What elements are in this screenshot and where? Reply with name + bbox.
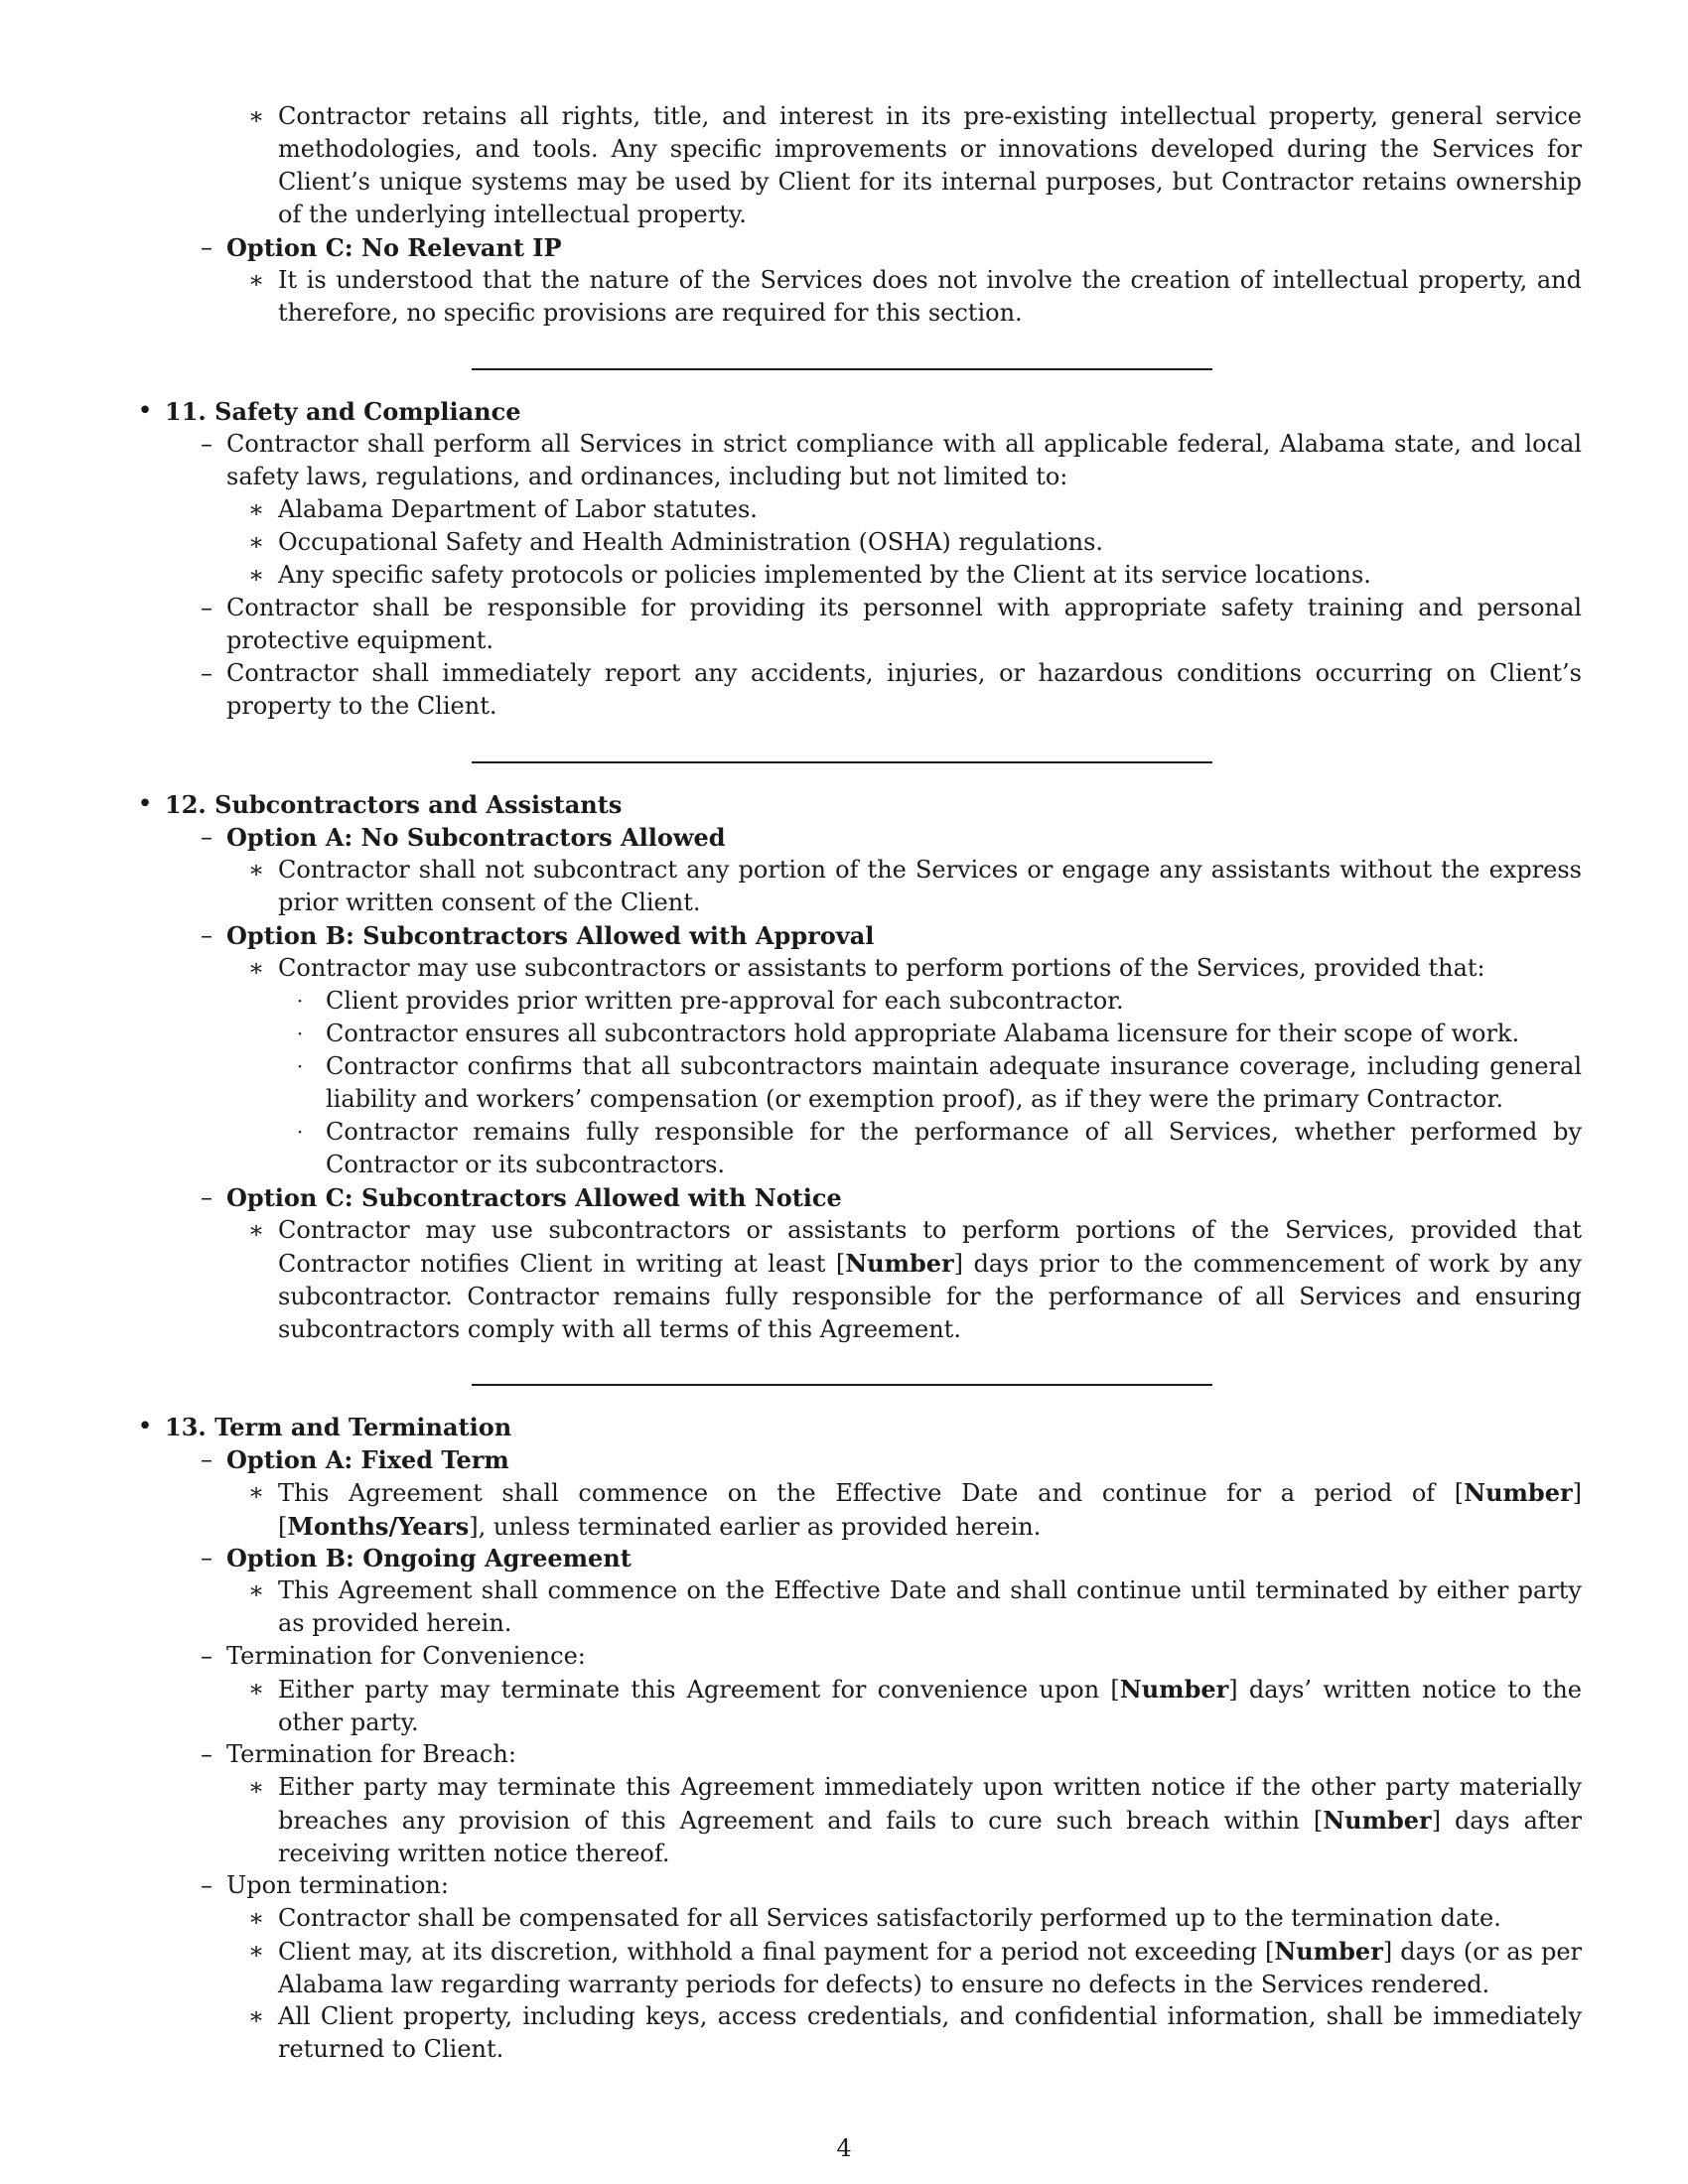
approval-condition-item: Contractor confirms that all subcontractors maintain adequate insurance coverage, including general liability and workers’ compensation (or exemption proof), as if they were the primary Contractor. (326, 1052, 1582, 1113)
accident-report-text: Contractor shall immediately report any accidents, injuries, or hazardous conditions occurring on Client’s property to the Client. (226, 659, 1582, 720)
section-divider (472, 368, 1212, 370)
dot-bullet-icon: · (296, 1054, 304, 1078)
ip-option-c-heading: Option C: No Relevant IP (226, 233, 562, 262)
subcontract-option-b-heading: Option B: Subcontractors Allowed with Approval (226, 921, 875, 950)
asterisk-bullet-icon: ∗ (247, 954, 265, 982)
asterisk-bullet-icon: ∗ (247, 1478, 265, 1506)
termination-convenience-label: Termination for Convenience: (226, 1642, 586, 1670)
dot-bullet-icon: · (296, 1022, 304, 1045)
ip-option-c-text: It is understood that the nature of the Services does not involve the creation of intellectual property, and therefore, no specific provisions are required for this section. (278, 266, 1582, 327)
dash-bullet-icon: – (201, 594, 212, 621)
asterisk-bullet-icon: ∗ (247, 561, 265, 589)
dash-bullet-icon: – (201, 430, 212, 458)
asterisk-bullet-icon: ∗ (247, 1675, 265, 1703)
safety-law-item: Any specific safety protocols or policies implemented by the Client at its service locations. (278, 561, 1371, 589)
asterisk-bullet-icon: ∗ (247, 1576, 265, 1604)
asterisk-bullet-icon: ∗ (247, 1937, 265, 1965)
subcontract-option-a-heading: Option A: No Subcontractors Allowed (226, 823, 726, 852)
term-option-a-text: This Agreement shall commence on the Effective Date and continue for a period of [Number] [Months/Years], unless terminated earlier as provided herein. (278, 1478, 1582, 1541)
approval-condition-item: Contractor ensures all subcontractors hold appropriate Alabama licensure for their scope of work. (326, 1020, 1520, 1047)
termination-breach-text: Either party may terminate this Agreement immediately upon written notice if the other party materially breaches any provision of this Agreement and fails to cure such breach within [Number] days after receiving written notice thereof. (278, 1773, 1582, 1867)
dash-bullet-icon: – (201, 1445, 212, 1473)
bullet-icon: • (137, 396, 153, 426)
asterisk-bullet-icon: ∗ (247, 1904, 265, 1932)
approval-condition-item: Contractor remains fully responsible for the performance of all Services, whether performed by Contractor or its subcontractors. (326, 1118, 1582, 1178)
dash-bullet-icon: – (201, 1544, 212, 1571)
termination-convenience-text: Either party may terminate this Agreement for convenience upon [Number] days’ written notice to the other party. (278, 1675, 1582, 1736)
asterisk-bullet-icon: ∗ (247, 528, 265, 556)
asterisk-bullet-icon: ∗ (247, 495, 265, 523)
dash-bullet-icon: – (201, 921, 212, 949)
safety-training-text: Contractor shall be responsible for providing its personnel with appropriate safety training and personal protective equipment. (226, 594, 1582, 654)
dash-bullet-icon: – (201, 1871, 212, 1899)
subcontract-option-b-text: Contractor may use subcontractors or assistants to perform portions of the Services, provided that: (278, 954, 1485, 982)
asterisk-bullet-icon: ∗ (247, 1216, 265, 1244)
safety-law-item: Alabama Department of Labor statutes. (278, 495, 758, 523)
asterisk-bullet-icon: ∗ (247, 2002, 265, 2030)
dash-bullet-icon: – (201, 823, 212, 851)
dash-bullet-icon: – (201, 1740, 212, 1768)
term-option-b-heading: Option B: Ongoing Agreement (226, 1544, 632, 1572)
dot-bullet-icon: · (296, 1120, 304, 1144)
bullet-icon: • (137, 1412, 153, 1441)
section-divider (472, 761, 1212, 763)
section-divider (472, 1384, 1212, 1386)
safety-law-item: Occupational Safety and Health Administration (OSHA) regulations. (278, 528, 1104, 556)
safety-compliance-text: Contractor shall perform all Services in strict compliance with all applicable federal, Alabama state, and local safety laws, regulations, and ordinances, including but not limited to: (226, 430, 1582, 490)
term-option-b-text: This Agreement shall commence on the Effective Date and shall continue until terminated by either party as provided herein. (278, 1576, 1582, 1637)
ip-option-b-text: Contractor retains all rights, title, and interest in its pre-existing intellectual property, general service methodologies, and tools. Any specific improvements or innovations developed during the Services for Client’s unique systems may be used by Client for its internal purposes, but Contractor retains ownership of the underlying intellectual property. (278, 102, 1582, 228)
asterisk-bullet-icon: ∗ (247, 266, 265, 294)
asterisk-bullet-icon: ∗ (247, 856, 265, 884)
page-number: 4 (836, 2134, 852, 2162)
upon-termination-label: Upon termination: (226, 1871, 449, 1899)
dot-bullet-icon: · (296, 989, 304, 1013)
subcontract-option-a-text: Contractor shall not subcontract any portion of the Services or engage any assistants without the express prior written consent of the Client. (278, 856, 1582, 916)
bullet-icon: • (137, 789, 153, 819)
dash-bullet-icon: – (201, 1642, 212, 1670)
section-13-heading: 13. Term and Termination (165, 1413, 512, 1441)
term-option-a-heading: Option A: Fixed Term (226, 1445, 509, 1474)
section-12-heading: 12. Subcontractors and Assistants (165, 790, 623, 819)
upon-termination-item: Client may, at its discretion, withhold a final payment for a period not exceeding [Number] days (or as per Alabama law regarding warranty periods for defects) to ensure no defects in the Services rendered. (278, 1937, 1582, 1998)
dash-bullet-icon: – (201, 659, 212, 687)
upon-termination-item: Contractor shall be compensated for all Services satisfactorily performed up to the termination date. (278, 1904, 1501, 1932)
dash-bullet-icon: – (201, 1183, 212, 1211)
section-11-heading: 11. Safety and Compliance (165, 397, 521, 426)
upon-termination-item: All Client property, including keys, access credentials, and confidential information, shall be immediately returned to Client. (278, 2002, 1582, 2063)
dash-bullet-icon: – (201, 233, 212, 261)
asterisk-bullet-icon: ∗ (247, 102, 265, 130)
subcontract-option-c-text: Contractor may use subcontractors or assistants to perform portions of the Services, provided that Contractor notifies Client in writing at least [Number] days prior to the commencement of work by any subcontractor. Contractor remains fully responsible for the performance of all Services and ensuring subcontractors comply with all terms of this Agreement. (278, 1216, 1582, 1343)
approval-condition-item: Client provides prior written pre-approval for each subcontractor. (326, 987, 1124, 1015)
asterisk-bullet-icon: ∗ (247, 1773, 265, 1801)
termination-breach-label: Termination for Breach: (226, 1740, 516, 1768)
subcontract-option-c-heading: Option C: Subcontractors Allowed with Notice (226, 1183, 842, 1212)
